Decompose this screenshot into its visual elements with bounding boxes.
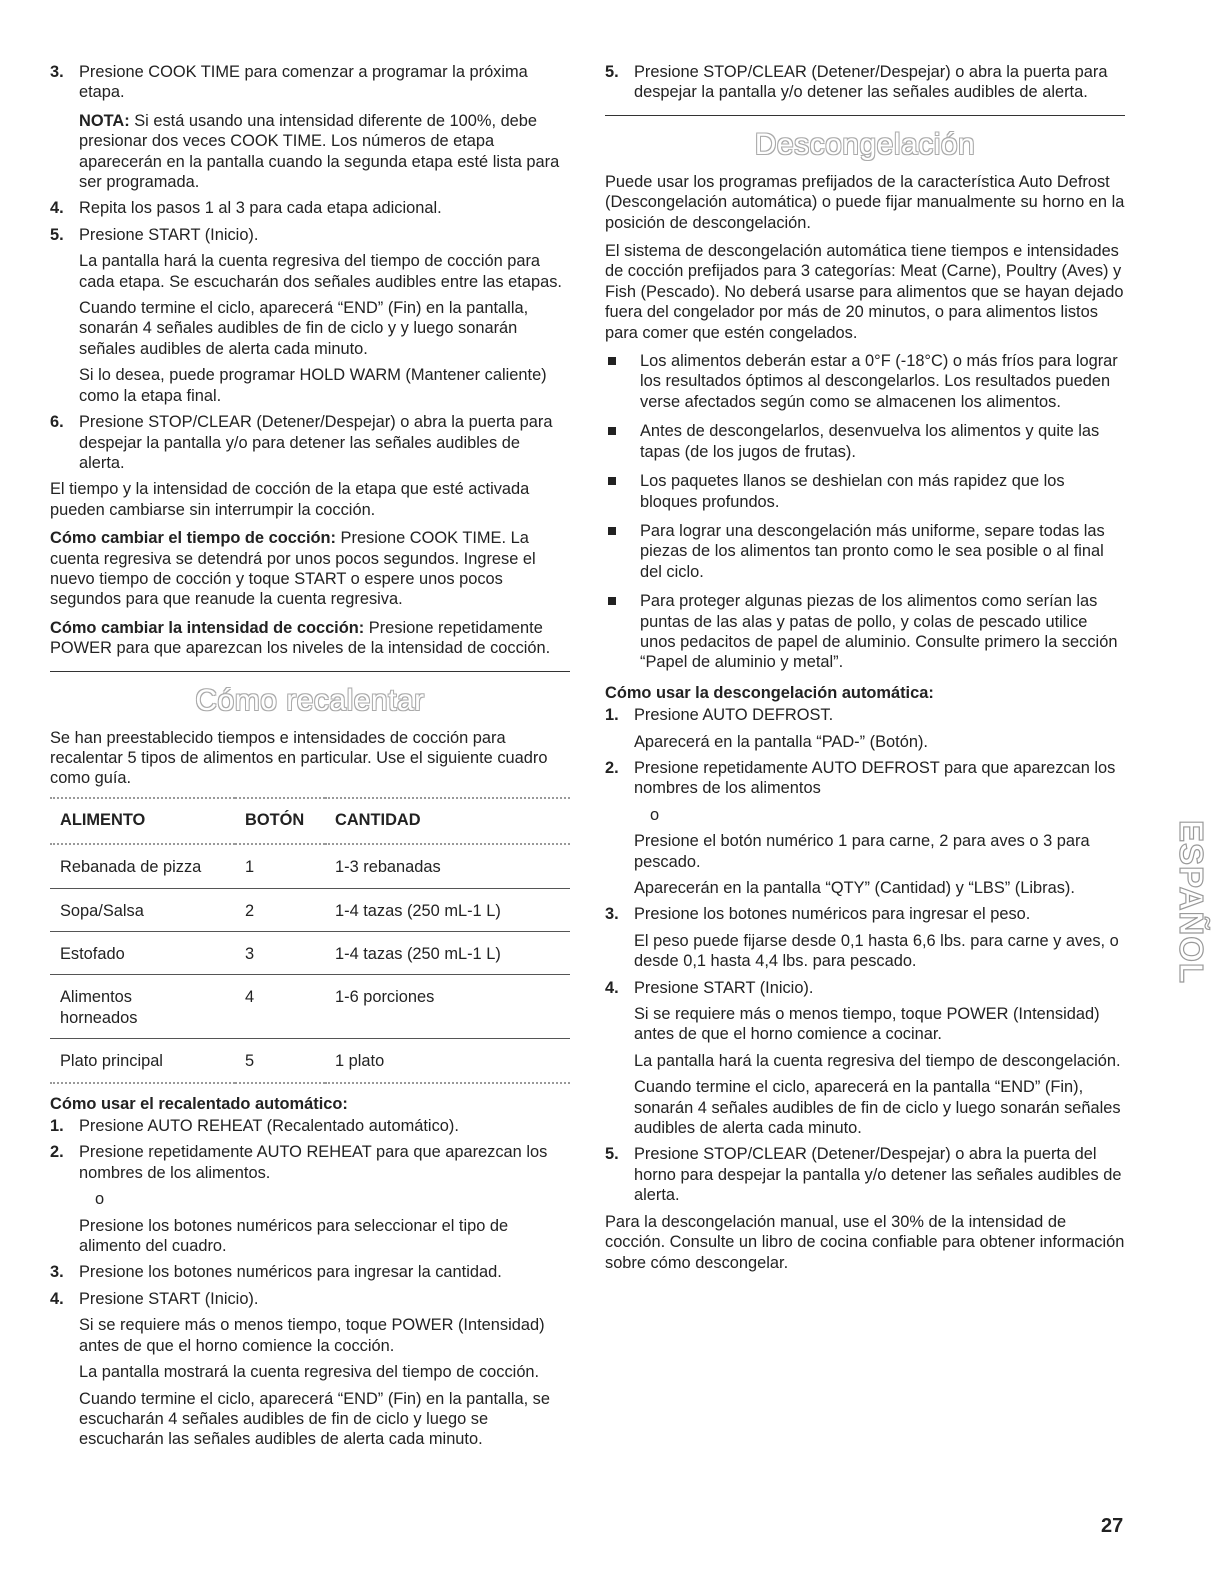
list-item [605, 351, 1125, 412]
bullet-square-icon [608, 427, 616, 435]
manual-defrost-paragraph: Para la descongelación manual, use el 30% de la intensidad de cocción. Consulte un libro de cocina confiable para obtener información sobre cómo descongelar. [605, 1212, 1125, 1272]
defrost-intro-2: El sistema de descongelación automática tiene tiempos e intensidades de cocción prefijados para 3 categorías: Meat (Carne), Poultry (Aves) y Fish (Pescado). No deberá usarse para alimentos que se hayan dejado fuera del congelador por más de 20 minutos, o para alimentos listos para comer que estén congelados. [605, 242, 1124, 342]
right-column [605, 62, 1125, 1281]
auto-reheat-step-4 [50, 1289, 570, 1309]
cell-button: 5 [245, 1052, 255, 1071]
step-number: 1. [605, 706, 619, 725]
auto-defrost-step-2 [605, 758, 1125, 799]
note-text: Si está usando una intensidad diferente de 100%, debe presionar dos veces COOK TIME. Los números de etapa aparecerán en la pantalla cuando la segunda etapa esté lista para ser programada. [79, 111, 560, 192]
step-text: Repita los pasos 1 al 3 para cada etapa adicional. [79, 199, 442, 218]
step-number: 5. [50, 225, 64, 244]
cell-quantity: 1 plato [335, 1052, 385, 1071]
step-2-alternative: Presione los botones numéricos para seleccionar el tipo de alimento del cuadro. [79, 1216, 509, 1256]
auto-reheat-step-1 [50, 1116, 570, 1136]
step-text: Presione STOP/CLEAR (Detener/Despejar) o abra la puerta para despejar la pantalla y/o detener las señales audibles de alerta. [634, 63, 1108, 102]
auto-reheat-heading: Cómo usar el recalentado automático: [50, 1094, 348, 1113]
language-tab-label: ESPAÑOL [1173, 820, 1210, 985]
cell-button: 1 [235, 844, 325, 888]
table-header-row [50, 798, 570, 844]
step-number: 5. [605, 63, 619, 81]
note [79, 111, 570, 193]
defrost-intro-1: Puede usar los programas prefijados de la característica Auto Defrost (Descongelación automática) o puede fijar manualmente su horno en la posición de descongelación. [605, 172, 1125, 232]
cell-button: 3 [235, 932, 325, 975]
step-number: 3. [50, 63, 64, 81]
reheat-table [50, 797, 570, 1084]
table-row [50, 932, 570, 975]
step-3-detail: El peso puede fijarse desde 0,1 hasta 6,6 lbs. para carne y aves, o desde 0,1 hasta 4,4 lbs. para pescado. [634, 931, 1119, 971]
step-text: Presione COOK TIME para comenzar a programar la próxima etapa. [79, 63, 528, 102]
cell-button: 4 [235, 975, 325, 1039]
step-number: 2. [50, 1143, 64, 1162]
list-item [605, 471, 1125, 512]
auto-defrost-step-1 [605, 705, 1125, 725]
change-power-label: Cómo cambiar la intensidad de cocción: [50, 618, 365, 637]
step-4 [50, 198, 570, 218]
step-4-detail-1: Si se requiere más o menos tiempo, toque POWER (Intensidad) antes de que el horno comience a cocinar. [634, 1005, 1100, 1044]
column-header-button: BOTÓN [235, 798, 325, 844]
step-number: 3. [50, 1263, 64, 1282]
step-number: 4. [50, 199, 64, 218]
auto-defrost-step-3 [605, 904, 1125, 924]
step-text: Presione repetidamente AUTO DEFROST para que aparezcan los nombres de los alimentos [634, 758, 1116, 798]
step-text: Presione STOP/CLEAR (Detener/Despejar) o abra la puerta para despejar la pantalla y/o para detener las señales audibles de alerta. [79, 413, 553, 472]
step-5-detail-3: Si lo desea, puede programar HOLD WARM (Mantener caliente) como la etapa final. [79, 366, 547, 405]
step-text: Presione AUTO DEFROST. [634, 706, 834, 725]
step-5 [605, 62, 1125, 103]
step-4-detail-1: Si se requiere más o menos tiempo, toque POWER (Intensidad) antes de que el horno comience la cocción. [79, 1316, 545, 1355]
step-number: 3. [605, 905, 619, 924]
list-item-text: Los paquetes llanos se deshielan con más rapidez que los bloques profundos. [640, 472, 1065, 511]
page-number: 27 [1101, 1515, 1124, 1537]
bullet-square-icon [608, 477, 616, 485]
step-1-detail: Aparecerá en la pantalla “PAD-” (Botón). [634, 732, 928, 751]
auto-reheat-step-3 [50, 1262, 570, 1282]
step-6 [50, 412, 570, 473]
step-number: 1. [50, 1117, 64, 1136]
note-label: NOTA: [79, 111, 130, 130]
paragraph: El tiempo y la intensidad de cocción de la etapa que esté activada pueden cambiarse sin interrumpir la cocción. [50, 480, 530, 519]
list-item-text: Los alimentos deberán estar a 0°F (-18°C) o más fríos para lograr los resultados óptimos al descongelarlos. Los resultados pueden verse afectados según como se almacenen los alimentos. [640, 352, 1118, 411]
section-divider [50, 671, 570, 672]
auto-reheat-step-2 [50, 1142, 570, 1183]
bullet-square-icon [608, 527, 616, 535]
auto-defrost-step-5 [605, 1144, 1125, 1205]
reheat-section-title: Cómo recalentar [195, 683, 425, 717]
list-item-text: Antes de descongelarlos, desenvuelva los alimentos y quite las tapas (de los jugos de frutas). [640, 422, 1100, 461]
step-2-detail: Aparecerán en la pantalla “QTY” (Cantidad) y “LBS” (Libras). [634, 879, 1075, 897]
step-4-detail-3: Cuando termine el ciclo, aparecerá en la pantalla “END” (Fin), sonarán 4 señales audibles de fin de ciclo y luego sonarán señales audibles de alerta cada minuto. [634, 1078, 1121, 1138]
step-4-detail-2: La pantalla mostrará la cuenta regresiva del tiempo de cocción. [79, 1363, 540, 1382]
table-row [50, 975, 570, 1039]
step-number: 6. [50, 413, 64, 432]
defrost-tips-list [605, 351, 1125, 673]
step-text: Presione START (Inicio). [634, 978, 814, 997]
step-text: Presione STOP/CLEAR (Detener/Despejar) o abra la puerta del horno para despejar la pantalla y/o detener las señales audibles de alerta. [634, 1145, 1122, 1205]
or-separator: o [650, 805, 660, 824]
auto-defrost-heading: Cómo usar la descongelación automática: [605, 683, 934, 702]
table-row [50, 888, 570, 931]
step-text: Presione repetidamente AUTO REHEAT para que aparezcan los nombres de los alimentos. [79, 1143, 548, 1182]
bullet-square-icon [608, 597, 616, 605]
cell-food: Rebanada de pizza [50, 844, 235, 888]
list-item [605, 591, 1125, 673]
change-power-text: Presione repetidamente POWER para que aparezcan los niveles de la intensidad de cocción. [50, 618, 551, 658]
step-text: Presione los botones numéricos para ingresar el peso. [634, 905, 1031, 924]
change-time-paragraph [50, 528, 570, 610]
cell-quantity: 1-4 tazas (250 mL-1 L) [325, 932, 570, 975]
step-3 [50, 62, 570, 192]
step-2-alternative: Presione el botón numérico 1 para carne, 2 para aves o 3 para pescado. [634, 832, 1090, 871]
step-5-detail-1: La pantalla hará la cuenta regresiva del tiempo de cocción para cada etapa. Se escucharán dos señales audibles entre las etapas. [79, 252, 562, 291]
step-4-detail-2: La pantalla hará la cuenta regresiva del tiempo de descongelación. [634, 1051, 1121, 1070]
cell-quantity: 1-6 porciones [325, 975, 570, 1039]
change-time-text: Presione COOK TIME. La cuenta regresiva se detendrá por unos pocos segundos. Ingrese el nuevo tiempo de cocción y toque START o espere unos pocos segundos para que reanude la cuenta regresiva. [50, 529, 536, 609]
cell-food: Sopa/Salsa [50, 888, 235, 931]
cell-food: Alimentos horneados [50, 975, 235, 1039]
section-divider [605, 115, 1125, 116]
step-text: Presione START (Inicio). [79, 1289, 259, 1308]
list-item [605, 421, 1125, 462]
auto-defrost-step-4 [605, 978, 1125, 998]
left-column [50, 62, 570, 1456]
list-item [605, 521, 1125, 582]
table-row [50, 1039, 570, 1083]
cell-quantity: 1-3 rebanadas [325, 844, 570, 888]
step-number: 4. [605, 978, 619, 997]
step-text: Presione START (Inicio). [79, 225, 259, 244]
cell-button: 2 [235, 888, 325, 931]
column-header-food: ALIMENTO [50, 798, 235, 844]
step-number: 2. [605, 758, 619, 777]
step-number: 4. [50, 1289, 64, 1308]
step-text: Presione los botones numéricos para ingresar la cantidad. [79, 1263, 502, 1282]
step-5-detail-2: Cuando termine el ciclo, aparecerá “END” (Fin) en la pantalla, sonarán 4 señales audibles de fin de ciclo y y luego sonarán señales audibles de alerta cada minuto. [79, 299, 529, 358]
step-4-detail-3: Cuando termine el ciclo, aparecerá “END” (Fin) en la pantalla, se escucharán 4 señales audibles de fin de ciclo y luego se escucharán las señales audibles de alerta cada minuto. [79, 1389, 550, 1449]
step-number: 5. [605, 1145, 619, 1164]
change-time-label: Cómo cambiar el tiempo de cocción: [50, 529, 336, 548]
column-header-quantity: CANTIDAD [325, 798, 570, 844]
table-row [50, 844, 570, 888]
cell-food: Estofado [50, 932, 235, 975]
reheat-intro: Se han preestablecido tiempos e intensidades de cocción para recalentar 5 tipos de alimentos en particular. Use el siguiente cuadro como guía. [50, 728, 548, 788]
cell-quantity: 1-4 tazas (250 mL-1 L) [325, 888, 570, 931]
change-power-paragraph [50, 618, 570, 659]
step-text: Presione AUTO REHEAT (Recalentado automático). [79, 1117, 459, 1136]
bullet-square-icon [608, 357, 616, 365]
list-item-text: Para proteger algunas piezas de los alimentos como serían las puntas de las alas y patas de pollo, y colas de pescado utilice unos pedacitos de papel de aluminio. Consulte primero la sección “Papel de aluminio y metal”. [640, 592, 1118, 672]
step-5 [50, 225, 570, 245]
list-item-text: Para lograr una descongelación más uniforme, separe todas las piezas de los alimentos tan pronto como le sea posible o al final del ciclo. [640, 521, 1105, 581]
language-side-tab [1153, 818, 1210, 1058]
defrost-section-title: Descongelación [754, 127, 976, 161]
or-separator: o [95, 1190, 105, 1209]
cell-food: Plato principal [60, 1052, 163, 1071]
